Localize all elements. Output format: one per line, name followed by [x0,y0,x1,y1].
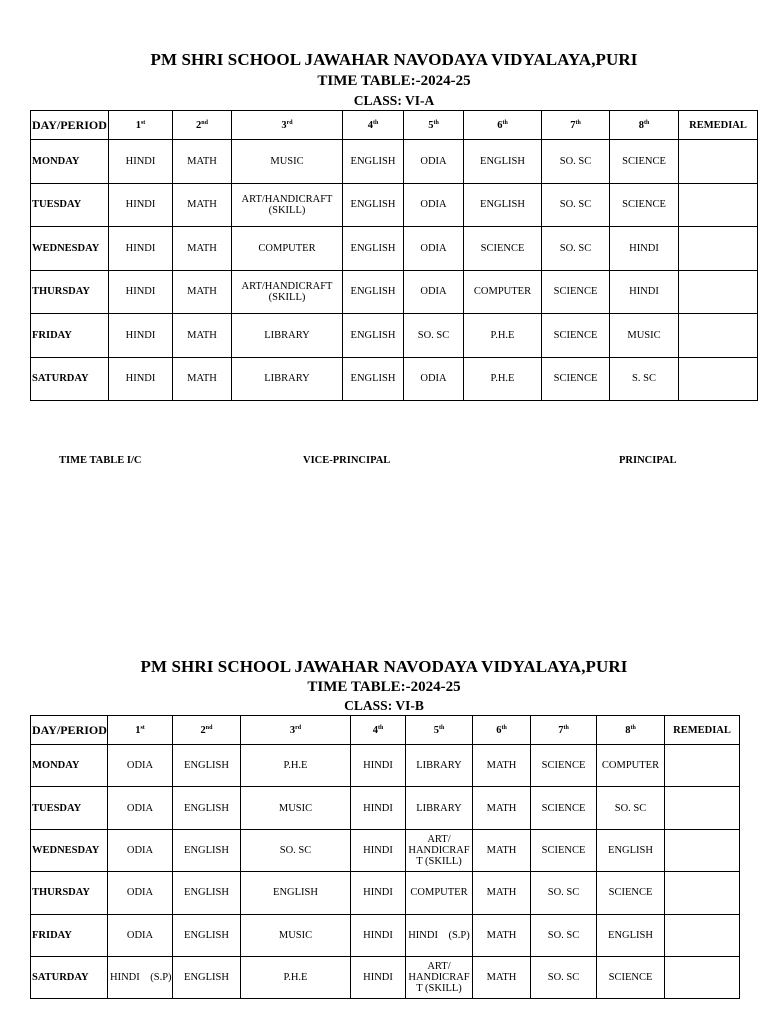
timetable-class-a [30,110,758,401]
subject-cell: MUSIC [241,914,351,956]
subject-cell: SO. SC [531,956,597,998]
subject-cell: SO. SC [542,183,610,227]
remedial-cell [665,745,740,787]
subject-cell: HINDI [351,872,406,914]
subject-cell: HINDI [109,183,173,227]
subject-cell: MATH [173,183,232,227]
subject-cell: ENGLISH [597,829,665,871]
table-row [31,270,758,314]
subject-cell: ODIA [108,829,173,871]
period-header-1: 1st [109,111,173,140]
period-header-2: 2nd [173,716,241,745]
day-cell: MONDAY [31,745,108,787]
remedial-cell [679,183,758,227]
period-header-8: 8th [597,716,665,745]
subject-cell: HINDI [610,270,679,314]
subject-cell: ENGLISH [343,357,404,401]
subject-cell: ENGLISH [343,227,404,271]
subject-cell: MATH [173,270,232,314]
subject-cell: ODIA [404,357,464,401]
subject-cell: MATH [473,787,531,829]
subject-cell: MATH [473,829,531,871]
period-header-3: 3rd [241,716,351,745]
subject-cell: ENGLISH [173,745,241,787]
subject-cell: LIBRARY [406,787,473,829]
header-row [31,111,758,140]
table-row [31,357,758,401]
subject-cell: ENGLISH [173,787,241,829]
header-row [31,716,740,745]
period-header-2: 2nd [173,111,232,140]
remedial-cell [665,829,740,871]
remedial-cell [665,914,740,956]
day-cell: TUESDAY [31,787,108,829]
day-cell: FRIDAY [31,914,108,956]
remedial-cell [679,314,758,358]
day-cell: MONDAY [31,140,109,184]
subject-cell: SO. SC [531,914,597,956]
subject-cell: HINDI [351,829,406,871]
subject-cell: SO. SC [542,140,610,184]
table-row [31,829,740,871]
subject-cell: ENGLISH [343,183,404,227]
day-period-header: DAY/PERIOD [31,716,108,745]
subject-cell: LIBRARY [232,314,343,358]
remedial-cell [679,227,758,271]
subject-cell: ART/ HANDICRAF T (SKILL) [406,956,473,998]
period-header-4: 4th [351,716,406,745]
day-cell: THURSDAY [31,872,108,914]
table-row [31,227,758,271]
subject-cell: MATH [473,745,531,787]
table-row [31,914,740,956]
day-cell: FRIDAY [31,314,109,358]
subject-cell: ODIA [404,227,464,271]
subject-cell: HINDI (S.P) [406,914,473,956]
subject-cell: P.H.E [241,956,351,998]
day-cell: WEDNESDAY [31,829,108,871]
subject-cell: ENGLISH [241,872,351,914]
subject-cell: HINDI [109,270,173,314]
subject-cell: SO. SC [404,314,464,358]
day-cell: SATURDAY [31,956,108,998]
remedial-header: REMEDIAL [679,111,758,140]
subject-cell: HINDI [351,787,406,829]
subject-cell: LIBRARY [406,745,473,787]
subject-cell: ODIA [404,183,464,227]
subject-cell: SCIENCE [542,270,610,314]
subject-cell: SO. SC [531,872,597,914]
day-cell: WEDNESDAY [31,227,109,271]
subject-cell: MUSIC [232,140,343,184]
period-header-6: 6th [464,111,542,140]
remedial-cell [665,956,740,998]
subject-cell: SCIENCE [542,357,610,401]
subject-cell: SCIENCE [531,829,597,871]
subject-cell: SCIENCE [597,872,665,914]
day-period-header: DAY/PERIOD [31,111,109,140]
subject-cell: MATH [173,140,232,184]
subject-cell: HINDI [351,914,406,956]
subject-cell: SCIENCE [531,787,597,829]
timetable-class-b [30,715,740,999]
class-label-b: CLASS: VI-B [344,698,424,713]
subject-cell: SO. SC [241,829,351,871]
subject-cell: MATH [173,357,232,401]
subject-cell: S. SC [610,357,679,401]
table-row [31,140,758,184]
period-header-8: 8th [610,111,679,140]
school-title-a: PM SHRI SCHOOL JAWAHAR NAVODAYA VIDYALAYA,PURI [150,50,638,69]
subject-cell: ART/HANDICRAFT (SKILL) [232,270,343,314]
subject-cell: SCIENCE [610,183,679,227]
day-cell: SATURDAY [31,357,109,401]
day-cell: TUESDAY [31,183,109,227]
period-header-6: 6th [473,716,531,745]
remedial-cell [679,357,758,401]
day-cell: THURSDAY [31,270,109,314]
subject-cell: ENGLISH [173,914,241,956]
remedial-header: REMEDIAL [665,716,740,745]
subject-cell: LIBRARY [232,357,343,401]
period-header-5: 5th [406,716,473,745]
subject-cell: ENGLISH [343,270,404,314]
subject-cell: SCIENCE [464,227,542,271]
subject-cell: COMPUTER [406,872,473,914]
remedial-cell [665,872,740,914]
subject-cell: ODIA [404,140,464,184]
subject-cell: ODIA [108,745,173,787]
subject-cell: MATH [173,314,232,358]
subject-cell: ENGLISH [464,140,542,184]
subject-cell: SCIENCE [610,140,679,184]
period-header-7: 7th [542,111,610,140]
subject-cell: HINDI [109,140,173,184]
subject-cell: HINDI (S.P) [108,956,173,998]
subject-cell: HINDI [351,745,406,787]
subject-cell: ENGLISH [597,914,665,956]
subject-cell: ODIA [108,872,173,914]
table-row [31,787,740,829]
period-header-3: 3rd [232,111,343,140]
subject-cell: SCIENCE [597,956,665,998]
subject-cell: ENGLISH [343,314,404,358]
table-row [31,314,758,358]
remedial-cell [679,270,758,314]
subject-cell: HINDI [351,956,406,998]
subject-cell: MUSIC [610,314,679,358]
period-header-1: 1st [108,716,173,745]
subject-cell: COMPUTER [464,270,542,314]
period-header-7: 7th [531,716,597,745]
subject-cell: ODIA [108,914,173,956]
subject-cell: ENGLISH [173,872,241,914]
subject-cell: ART/HANDICRAFT (SKILL) [232,183,343,227]
class-label-a: CLASS: VI-A [353,93,435,108]
subject-cell: SO. SC [597,787,665,829]
subject-cell: ENGLISH [173,956,241,998]
subject-cell: COMPUTER [232,227,343,271]
subject-cell: P.H.E [241,745,351,787]
subject-cell: ENGLISH [464,183,542,227]
subject-cell: ENGLISH [343,140,404,184]
subject-cell: P.H.E [464,314,542,358]
period-header-4: 4th [343,111,404,140]
signature-vice-principal: VICE-PRINCIPAL [303,455,391,466]
period-header-5: 5th [404,111,464,140]
subject-cell: MATH [473,872,531,914]
subject-cell: SO. SC [542,227,610,271]
subject-cell: ART/ HANDICRAF T (SKILL) [406,829,473,871]
subject-cell: MATH [173,227,232,271]
subject-cell: MATH [473,956,531,998]
table-row [31,956,740,998]
signature-principal: PRINCIPAL [619,455,677,466]
subject-cell: P.H.E [464,357,542,401]
subject-cell: COMPUTER [597,745,665,787]
timetable-title-b: TIME TABLE:-2024-25 [307,679,461,695]
table-row [31,872,740,914]
subject-cell: SCIENCE [531,745,597,787]
signature-timetable-ic: TIME TABLE I/C [59,455,142,466]
subject-cell: MUSIC [241,787,351,829]
timetable-title-a: TIME TABLE:-2024-25 [317,73,471,89]
subject-cell: MATH [473,914,531,956]
subject-cell: HINDI [109,357,173,401]
subject-cell: SCIENCE [542,314,610,358]
subject-cell: HINDI [610,227,679,271]
school-title-b: PM SHRI SCHOOL JAWAHAR NAVODAYA VIDYALAYA,PURI [140,657,628,676]
remedial-cell [679,140,758,184]
remedial-cell [665,787,740,829]
table-row [31,745,740,787]
subject-cell: HINDI [109,314,173,358]
subject-cell: ENGLISH [173,829,241,871]
subject-cell: ODIA [404,270,464,314]
table-row [31,183,758,227]
subject-cell: HINDI [109,227,173,271]
subject-cell: ODIA [108,787,173,829]
